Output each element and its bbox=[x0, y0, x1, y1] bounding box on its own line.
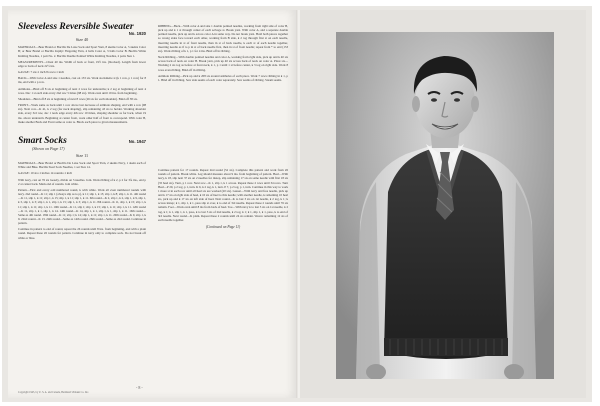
left-column bbox=[18, 22, 146, 240]
left-page bbox=[8, 10, 298, 398]
model-photo bbox=[336, 32, 554, 379]
sweater-armholes: Armholes—Bind off 8 sts at beginning of next 2 rows for underarms; k 2 tog at beginning of next 4 rows. Dec 1 st each side every 2nd row 5 times (98 sts). Work even until 19 ins. from beginning. bbox=[18, 86, 146, 95]
socks-title: Smart Socks bbox=[18, 135, 67, 146]
sweater-neck-ribbing: Neck Ribbing—With double pointed needles and color A, working from right side, pick up and k 40 sts across back of neck on color B. Break yarn, pick up 40 sts across back of neck on color A. Place sts—Working 2 sts tog as before at front neck, k 1, p 1 until 1 st before center, k 3 tog on right side. Work 8 rows even ribbing. Bind off in ribbing. bbox=[158, 55, 288, 72]
man-in-sweater-vest-illustration bbox=[336, 32, 554, 379]
right-column bbox=[158, 24, 288, 229]
socks-shown: (Shown on Page 17) bbox=[32, 145, 65, 151]
socks-number: No. 1947 bbox=[128, 138, 146, 144]
sweater-front: FRONT—Work same as back until 1 row above last decrease of armhole shaping, end with a row (98 sts). Next row—K 41, k 2 tog (for neck shaping), slip remaining 43 sts to holder. Working shoulder side, every 3rd row, dec 1 neck edge every 4th row 10 times, shaping shoulder as for back, when 19 ins. above underarm. Beginning at center front, work other half of front to correspond. With color B, make another Back and Front same as color A. Block each piece to given measurements. bbox=[18, 103, 146, 124]
socks-right-text: Continue pattern for 17 rounds. Repeat 2nd round (52 sts). Complete this pattern and work from 26 rounds of pattern. Break white. Leg should measure about 9 ins. from beginning of pattern. Heel—With navy, k 18, slip next 37 sts on 2 needles for instep, slip remaining 17 sts on same needle with first 18 sts (35 heel sts). Turn, p 1 row. Next row—K 1, slip 1, k 1 across. Repeat these 2 rows until 34 rows. Turn Heel—P 20, p 2 tog, p 1, turn. K 6, k 2 tog, k 1, turn. P 7, p 2 tog, p 1, turn. Continue in this way to work 1 more st in each row until all heel sts are worked (20 sts). Gusset—With navy and free needle, pick up and k 17 sts on right side of heel, k 10 sts of heel to this needle; with another needle, k remaining 10 heel sts, pick up and k 17 sts on left side of heel. Next round—K to last 3 sts on 1st needle, k 2 tog, k 1; k across instep; k 1, slip 1, k 1, pass slip st over, k to end of 3rd needle. Repeat these 2 rounds until 76 sts remain. Foot—Work even until 8 ins from back of heel. Toe—With navy k to last 3 sts on 1st needle, k 2 tog, k 1; k 1, slip 1, k 1, psso, k to last 3 sts of 2nd needle, k 2 tog, k 1; k 1, slip 1, k 1, psso, k to end of 3rd needle. Next round—K plain. Repeat these 2 rounds until 24 sts remain. Weave remaining 12 sts of each needle together. bbox=[158, 168, 288, 222]
booklet-spread bbox=[2, 6, 592, 402]
sweater-materials: MATERIALS—Bear Brand or Bucilla De Luxe Sock and Sport Yarn, 8 skeins Color A, 5 skeins Color B; or Bear Brand or Bucilla Zephyr Fingering Yarn, 4 balls Color A, 3 balls Color B. Bucilla White Knitting Needles, 1 pair No. 2. Bucilla Double Pointed White Knitting Needles, 2 pairs Size 1. bbox=[18, 45, 146, 58]
sweater-shoulders: Shoulders—Bind off 8 sts at beginning of next 8 rows (26 sts for each shoulder). Bind off 38 sts. bbox=[18, 96, 138, 101]
socks-continue: Continue in pattern to end of round, repeat the 26 rounds until 8 ins. from beginning, end with a plain round. Repeat these 26 rounds for pattern. Continue in navy only to complete sock. Do not break off white or blue. bbox=[18, 227, 146, 240]
socks-pattern: Pattern—First and every odd numbered round, k with white. Work all even numbered rounds with navy. 2nd round—K 11; slip 1 (always slip as to p), k 11; slip 1, k 15; slip 1, k 8; slip 1, k 11. 4th round—K 11, slip 1, k 11; slip 1, k 15; slip 1, k 11; slip 1, k 11. 6th round—K 2, slip 1, k 2, slip 1, k 9, slip 1, k 3, slip 1, k 3; slip 1, k 1, slip 1, k 15; slip 1, k 3; slip 1, k 11. 8th round—K 11, slip 1, k 15; slip 1, k 11; slip 1, k 11; slip 1, k 11. 10th round—K 11, slip 1; slip 1, k 15; slip 1, k 11; slip 1, k 11. 12th round—K 11, slip 1, k 1, slip 1, k 14. 14th round—K 14, slip 1, k 1, slip 1, k 1, slip 1, k 11. 16th round—Same as 4th round. 18th round—K 11; slip 1; k 14; slip 1, k 11; slip 1, k 11. 20th round—K 9, slip 1, k 9. 22nd round—K 13. 24th round—Same as 14th round. 26th round—Same as 2nd round. Continue in pattern. bbox=[18, 187, 146, 226]
sweater-gauge: GAUGE: 7 sts=1 inch 8 rows=1 inch bbox=[18, 70, 64, 75]
socks-size: Size 11 bbox=[75, 152, 89, 158]
socks-materials: MATERIALS—Bear Brand or Bucilla De Luxe Sock and Sport Yarn, 2 skeins Navy, 1 skein each of White and Blue. Bucilla Steel Sock Needles, 1 set Size 14. bbox=[18, 161, 146, 170]
copyright: Copyright 1945, by U. S. A. and Canada, Bernhard Ulmann Co. Inc. bbox=[18, 391, 89, 394]
right-page bbox=[300, 10, 586, 398]
socks-continued: (Continued on Page 11) bbox=[205, 225, 241, 230]
sweater-size: Size 40 bbox=[75, 37, 89, 43]
sweater-ribbing: RIBBING—Back—With color A and size 1 double pointed needles, working from right side of color B, pick up and k 1 st through center of each selvage st. Break yarn. With color A, and a separate double pointed needle, pick up and k across color A in same way. Do not break yarn. Hold both pieces together so wrong sides face toward each other, working from B side, k 2 tog through first st on each needle, inserting needle in st of front needle, then in st of back needle, k each st of each needle together, inserting needle as if to p in st of back needle first, then in st of front needle; repeat from * to end (133 sts). Work ribbing of k 1, p 1 for 4 ins. Bind off in ribbing. bbox=[158, 24, 288, 53]
sweater-armhole-ribbing: Armhole Ribbing—Pick up and k 208 sts around armholes of each piece. Work 7 rows ribbing in k 1, p 1. Bind off in ribbing. Sew side seams of each color separately. Sew seams of ribbing. Steam seams. bbox=[158, 73, 288, 82]
page-number: - 8 - bbox=[136, 385, 143, 390]
sweater-back: BACK—With Color A and size 1 needles, cast on 133 sts. Work stockinette st (k 1 row, p 1 row) for 8 ins, end with a p row. bbox=[18, 76, 146, 85]
sweater-title: Sleeveless Reversible Sweater bbox=[18, 22, 134, 32]
socks-cast-on: With navy, cast on 76 sts loosely, divide on 3 needles. Join. Work ribbing of k 2, p 2 for 3¾ ins., end p 2 at center back. Mark end of rounds. Join white. bbox=[18, 177, 146, 186]
sweater-measurements: MEASUREMENTS—Chest 40 ins. Width of back or front, 19½ ins. (blocked). Length from lower edge to back of neck 22½ ins. bbox=[18, 59, 146, 68]
sweater-number: No. 1920 bbox=[128, 31, 146, 36]
socks-gauge: GAUGE: 10 sts=1 inches 14 rounds=1 inch bbox=[18, 171, 73, 176]
